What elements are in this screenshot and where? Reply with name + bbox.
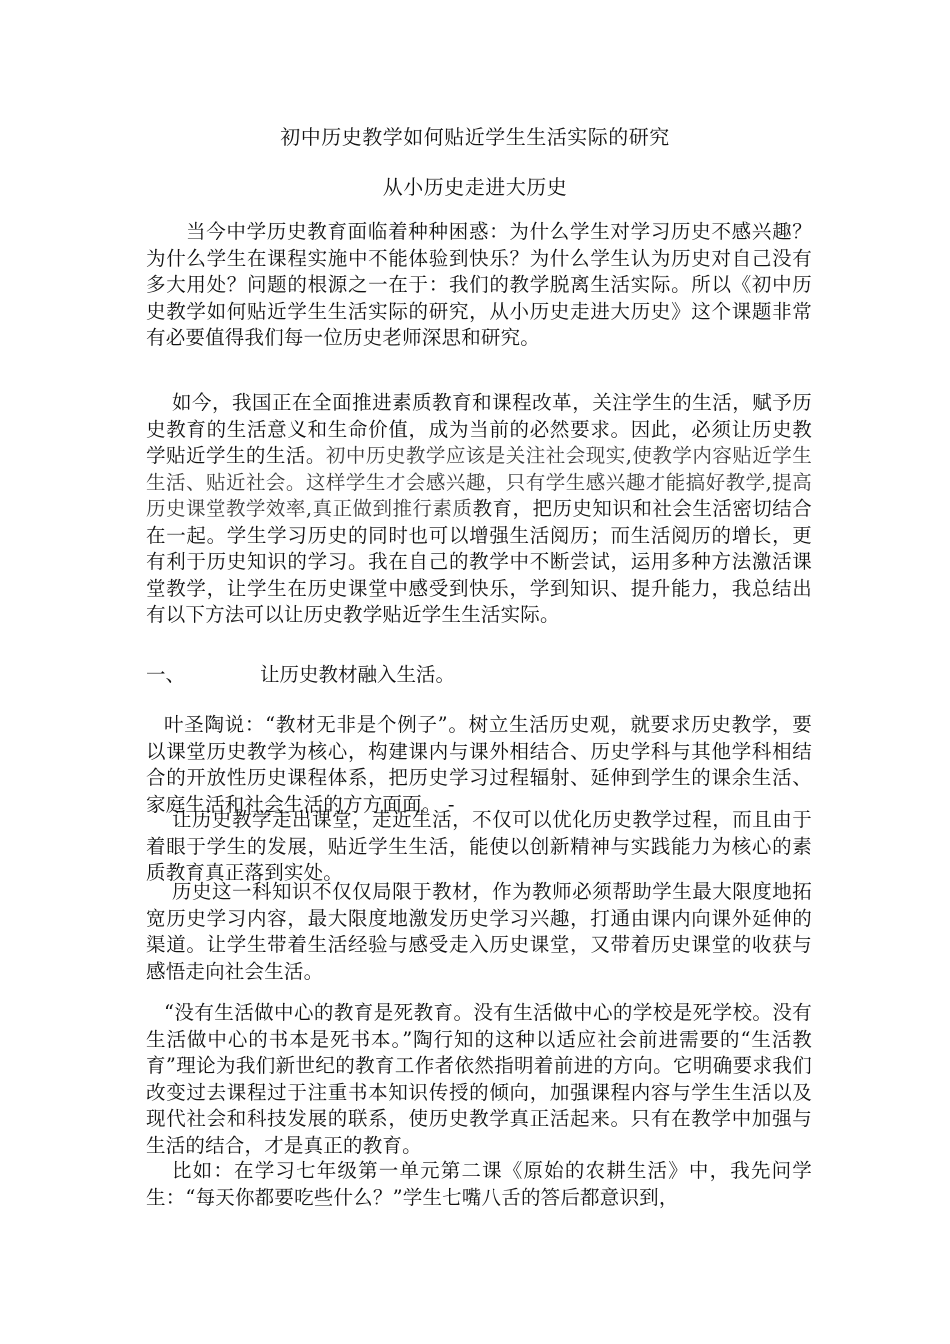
paragraph-3: 叶圣陶说：“教材无非是个例子”。树立生活历史观，就要求历史教学，要以课堂历史教学为核心，构建课内与课外相结合、历史学科与其他学科相结合的开放性历史课程体系，把历史学习过程辐射、延伸到学生的课余生活、家庭生活和社会生活的方方面面。 - [146, 713, 812, 816]
paragraph-7: 比如：在学习七年级第一单元第二课《原始的农耕生活》中，我先问学生：“每天你都要吃些什么？”学生七嘴八舌的答后都意识到， [146, 1159, 812, 1209]
paragraph-2-part-3: 教育，把历史知识和社会生活密切结合在一起。学生学习历史的同时也可以增强生活阅历；而生活阅历的增长，更有利于历史知识的学习。我在自己的教学中不断尝试，运用多种方法激活课堂教学，让学生在历史课堂中感受到快乐，学到知识、提升能力，我总结出有以下方法可以让历史教学贴近学生生活实际。 [146, 497, 812, 626]
section-number: 一、 [146, 663, 186, 686]
paragraph-6: “没有生活做中心的教育是死教育。没有生活做中心的学校是死学校。没有生活做中心的书本是死书本。”陶行知的这种以适应社会前进需要的“生活教育”理论为我们新世纪的教育工作者依然指明着前进的方向。它明确要求我们改变过去课程过于注重书本知识传授的倾向，加强课程内容与学生生活以及现代社会和科技发展的联系，使历史教学真正活起来。只有在教学中加强与生活的结合，才是真正的教育。 [146, 1001, 812, 1157]
section-title: 让历史教材融入生活。 [260, 663, 456, 686]
paragraph-2 [146, 390, 812, 629]
paragraph-5: 历史这一科知识不仅仅局限于教材，作为教师必须帮助学生最大限度地拓宽历史学习内容，最大限度地激发历史学习兴趣，打通由课内向课外延伸的渠道。让学生带着生活经验与感受走入历史课堂，又带着历史课堂的收获与感悟走向社会生活。 [146, 880, 812, 983]
intro-paragraph: 当今中学历史教育面临着种种困惑：为什么学生对学习历史不感兴趣？为什么学生在课程实施中不能体验到快乐？为什么学生认为历史对自己没有多大用处？问题的根源之一在于：我们的教学脱离生活实际。所以《初中历史教学如何贴近学生生活实际的研究，从小历史走进大历史》这个课题非常有必要值得我们每一位历史老师深思和研究。 [146, 220, 812, 349]
paragraph-2-part-1: 如今，我国正在全面推进素质教育和课程改革，关注学生的生活，赋予历史教育的生活意义和生命价值，成为当前的必然要求。因此，必须让历史教学贴近学生的生活。 [146, 391, 812, 467]
paragraph-2-part-2: 初中历史教学应该是关注社会现实,使教学内容贴近学生生活、贴近社会。这样学生才会感兴趣，只有学生感兴趣才能搞好教学,提高历史课堂教学效率,真正做到推行素质 [146, 444, 812, 520]
document-title: 初中历史教学如何贴近学生生活实际的研究 [280, 125, 670, 149]
section-heading [146, 662, 455, 688]
paragraph-4: 让历史教学走出课堂，走近生活，不仅可以优化历史教学过程，而且由于着眼于学生的发展，贴近学生生活，能使以创新精神与实践能力为核心的素质教育真正落到实处。 [146, 808, 812, 884]
document-subtitle: 从小历史走进大历史 [382, 175, 568, 199]
